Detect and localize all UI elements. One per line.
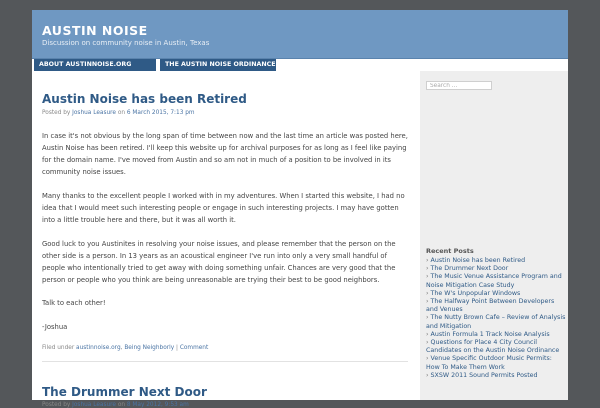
recent-post-link[interactable]: Austin Noise has been Retired [430, 257, 526, 264]
chevron-right-icon: › [426, 371, 429, 379]
chevron-right-icon: › [426, 289, 429, 297]
comment-link[interactable]: Comment [179, 345, 209, 351]
chevron-right-icon: › [426, 314, 429, 322]
author-link[interactable]: Joshua Leasure [72, 402, 116, 408]
post-meta [42, 402, 189, 408]
recent-post-item[interactable] [426, 265, 566, 273]
post-title[interactable]: Austin Noise has been Retired [42, 92, 247, 106]
meta-prefix: Posted by [42, 402, 71, 408]
post-title[interactable]: The Drummer Next Door [42, 385, 207, 399]
site-header [32, 10, 568, 59]
recent-post-item[interactable] [426, 339, 566, 355]
filed-label: Filed under [42, 345, 75, 351]
chevron-right-icon: › [426, 265, 429, 273]
post-footer [42, 345, 208, 351]
post-meta [42, 110, 195, 116]
main-content [32, 71, 420, 408]
recent-post-item[interactable] [426, 273, 566, 289]
recent-post-link[interactable]: Questions for Place 4 City Council Candidates on the Austin Noise Ordinance [426, 339, 560, 355]
search-input[interactable] [426, 81, 492, 90]
post-paragraph: Many thanks to the excellent people I worked with in my adventures. When I started this website, I had no idea that I would meet such interesting people or engage in such interesting projects. I may have gotten into a little trouble here and there, but it was all worth it. [42, 192, 405, 224]
chevron-right-icon: › [426, 330, 429, 338]
recent-post-link[interactable]: SXSW 2011 Sound Permits Posted [430, 371, 538, 379]
date-link[interactable]: 8 May 2012, 9:53 am [126, 402, 189, 408]
main-nav [32, 59, 568, 71]
sidebar [420, 71, 568, 400]
meta-on: on [117, 402, 126, 408]
recent-post-link[interactable]: The W's Unpopular Windows [430, 289, 521, 297]
category-separator: , [120, 345, 123, 351]
chevron-right-icon: › [426, 273, 429, 281]
post-divider [42, 361, 408, 362]
nav-item-ordinance[interactable]: THE AUSTIN NOISE ORDINANCE [160, 59, 276, 71]
chevron-right-icon: › [426, 257, 429, 264]
chevron-right-icon: › [426, 339, 429, 347]
recent-post-item[interactable] [426, 331, 566, 339]
site-description: Discussion on community noise in Austin, Texas [42, 39, 210, 47]
nav-item-about[interactable]: ABOUT AUSTINNOISE.ORG [34, 59, 156, 71]
post-paragraph: -Joshua [42, 323, 68, 331]
recent-post-link[interactable]: The Halfway Point Between Developers and Venues [426, 298, 555, 314]
meta-on: on [117, 110, 126, 116]
recent-post-item[interactable] [426, 290, 566, 298]
recent-post-link[interactable]: The Nutty Brown Cafe – Review of Analysis and Mitigation [426, 314, 566, 330]
post-paragraph: Good luck to you Austinites in resolving your noise issues, and please remember that the person on the other side is a person. In 13 years as an acoustical engineer I've run into only a very small handful of people who intentionally tried to get away with doing something unfair. Chances are very good that the person or people who you think are being unreasonable are trying their best to be good neighbors. [42, 240, 396, 284]
author-link[interactable]: Joshua Leasure [72, 110, 116, 116]
comment-separator: | [176, 345, 178, 351]
category-link[interactable]: austinnoise.org [76, 345, 121, 351]
category-link[interactable]: Being Neighborly [124, 345, 175, 351]
recent-post-item[interactable] [426, 314, 566, 330]
chevron-right-icon: › [426, 298, 429, 306]
recent-post-item[interactable] [426, 298, 566, 314]
post-paragraph: Talk to each other! [42, 299, 106, 307]
meta-prefix: Posted by [42, 110, 71, 116]
recent-post-link[interactable]: Venue Specific Outdoor Music Permits: How To Make Them Work [426, 355, 552, 371]
recent-post-link[interactable]: Austin Formula 1 Track Noise Analysis [430, 330, 550, 338]
recent-posts-list [426, 257, 566, 380]
page-container [32, 10, 568, 408]
recent-post-item[interactable] [426, 355, 566, 371]
post-paragraph: In case it's not obvious by the long span of time between now and the last time an article was posted here, Austin Noise has been retired. I'll keep this website up for archival purposes for as long as I feel like paying for the domain name. I've moved from Austin and so am not in much of a position to be involved in its community noise issues. [42, 132, 408, 176]
recent-post-link[interactable]: The Music Venue Assistance Program and Noise Mitigation Case Study [426, 273, 562, 289]
recent-posts-heading: Recent Posts [426, 247, 474, 255]
recent-post-item[interactable] [426, 372, 566, 380]
site-title[interactable]: AUSTIN NOISE [42, 23, 148, 38]
chevron-right-icon: › [426, 355, 429, 363]
recent-post-item[interactable] [426, 257, 566, 265]
date-link[interactable]: 6 March 2015, 7:13 pm [126, 110, 195, 116]
recent-post-link[interactable]: The Drummer Next Door [430, 265, 509, 273]
